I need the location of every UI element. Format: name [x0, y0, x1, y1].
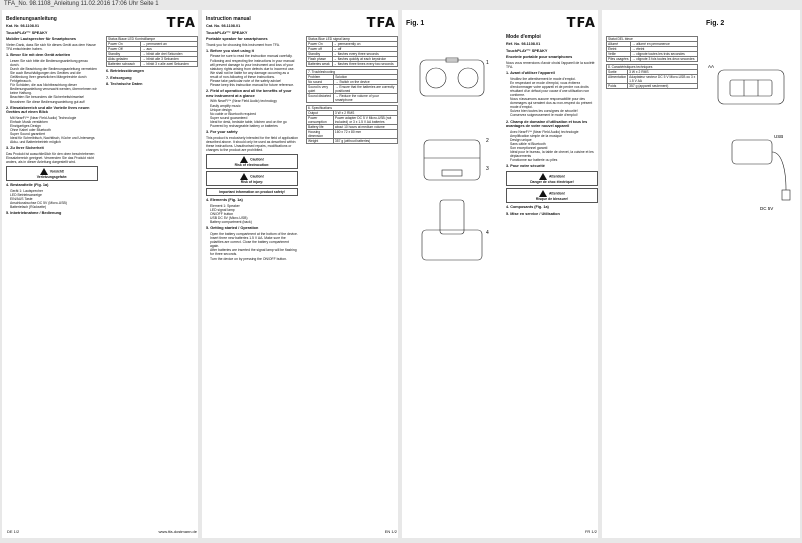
table-row	[307, 125, 398, 130]
intro-text: Vielen Dank, dass Sie sich für dieses Gerät aus dem Hause TFA entschieden haben.	[6, 42, 96, 51]
list-item: • Super sound guaranteed	[210, 116, 298, 120]
table-cell: Battery life	[307, 125, 334, 130]
table-cell: Sound is very quiet	[307, 85, 334, 94]
table-cell: Standby	[107, 52, 141, 57]
list-item: • Super Sound garantiert	[10, 132, 98, 136]
list-item: • Ohne Kabel oder Bluetooth	[10, 128, 98, 132]
section-heading: 3. Zu Ihrer Sicherheit	[6, 146, 44, 151]
figure-label: Fig. 1	[406, 20, 425, 27]
list-item: • We shall not be liable for any damage occurring as a result of non-following of these instructions.	[210, 71, 298, 79]
page-title: Instruction manual	[206, 16, 251, 22]
status-table	[106, 36, 198, 67]
warning-triangle-icon	[40, 168, 48, 175]
catalog-number: Kat. Nr. 98.1108.01	[6, 24, 40, 28]
figure-1-drawing	[402, 30, 502, 530]
list-item: • Battery compartment (back)	[210, 220, 298, 224]
table-cell: → blinkt alle 3 Sekunden	[141, 57, 198, 62]
sheet-fig2-french	[602, 10, 800, 538]
table-title: 6. Specifications	[307, 106, 398, 111]
list-item: • Amplification simple de la musique	[510, 134, 598, 138]
status-table	[606, 36, 698, 62]
figure-2-drawing	[702, 30, 800, 530]
warning-subtitle: Risque de blessure!	[535, 197, 569, 202]
table-cell: → blinkt 3 x alle zwei Sekunden	[141, 62, 198, 67]
list-item: • Avec NearFi™ (Near Field Audio) technologie	[510, 130, 598, 134]
subtitle: Mobiler Lautsprecher für Smartphones	[6, 37, 77, 42]
caution-box	[206, 154, 298, 169]
list-item: • Fonctionne sur batterie ou piles	[510, 158, 598, 162]
table-row	[307, 139, 398, 144]
table-cell: Power off	[307, 47, 333, 52]
table-cell: Adaptateur secteur DC 5 V Micro-USB ou 3 x 1.5 V AA	[628, 75, 698, 84]
list-item: • Open the battery compartment at the bottom of the device.	[210, 232, 298, 236]
list-item: • LED signal lamp	[210, 208, 298, 212]
table-cell: → Switch on the device	[334, 80, 398, 85]
page-number: EN 1/2	[384, 529, 397, 534]
warning-subtitle: Danger de choc électrique!	[530, 180, 574, 185]
list-item: • With NearFi™ (Near Field Audio) technology	[210, 99, 298, 103]
table-cell: Flash phase	[307, 57, 333, 62]
caution-box	[206, 171, 298, 186]
table-title: Status Blaue LED Kontrolllampe	[107, 37, 198, 42]
figure-label: Fig. 2	[706, 20, 725, 27]
table-row	[307, 62, 398, 67]
section-heading: 2. Einsatzbereich und alle Vorteile Ihres neuen Gerätes auf einen Blick	[6, 105, 90, 115]
table-cell: → aus	[141, 47, 198, 52]
section-heading: 5. Getting started / Operation	[206, 226, 259, 231]
list-item: • Gerät 1: Lautsprecher	[10, 189, 98, 193]
list-item: • Please keep this instruction manual for future reference.	[210, 83, 298, 87]
callout-aa: AA	[708, 64, 715, 69]
list-item: • Insert three new batteries 1.5 V AA. Make sure the polarities are correct. Close the battery compartment again.	[210, 236, 298, 248]
list-item: • Nous n'assumons aucune responsabilité pour des dommages qui seraient dus au non-respect du présent mode d'emploi.	[510, 97, 598, 109]
warning-triangle-icon	[539, 173, 547, 180]
table-cell: Housing dimension	[307, 130, 334, 139]
list-item: • Design unique	[510, 138, 598, 142]
list-item: • Suivez bien toutes les consignes de sécurité!	[510, 109, 598, 113]
page-en-2	[302, 10, 398, 538]
section-heading: 8. Technische Daten	[106, 82, 143, 87]
list-item: • After batteries are inserted the signal lamp will be flashing for three seconds.	[210, 248, 298, 256]
table-cell: 357 g (without batteries)	[333, 139, 397, 144]
table-title: Statut DEL bleue	[607, 37, 698, 42]
table-cell: → éteint	[631, 47, 698, 52]
warning-triangle-icon	[240, 156, 248, 163]
speaker-phone-drawing	[422, 200, 482, 260]
intro-text: Nous vous remercions d'avoir choisi l'appareil de la société TFA.	[506, 60, 595, 69]
table-cell: Power On	[107, 42, 141, 47]
table-cell: Power adapter DC 5 V Micro-USB (not included) or 3 x 1.5 V AA batteries	[333, 116, 397, 125]
warning-title: Vorsicht!	[49, 169, 65, 174]
table-cell: Akku geladen	[107, 57, 141, 62]
list-item: • Son exceptionnel garanti	[510, 146, 598, 150]
table-cell: Éteint	[607, 47, 631, 52]
list-item: • Element 1: Speaker	[210, 204, 298, 208]
list-item: • Ideal for desk, bedside table, kitchen and on the go	[210, 120, 298, 124]
list-item: • Please be sure to read the instruction manual carefully.	[210, 54, 298, 58]
table-cell: → flashes quickly at each keystroke	[332, 57, 397, 62]
page-title: Bedienungsanleitung	[6, 16, 57, 22]
speaker-back-drawing	[718, 70, 784, 104]
list-item: • Lesen Sie sich bitte die Bedienungsanleitung genau durch.	[10, 59, 98, 67]
list-item: • Durch die Beachtung der Bedienungsanleitung vermeiden Sie auch Beschädigungen des Gerätes und die Gefährdung Ihrer gesetzlichen Mängelrechte durch Fehlgebrauch.	[10, 67, 98, 83]
list-item: • Powered by rechargeable battery or batteries	[210, 124, 298, 128]
table-row	[307, 85, 398, 94]
section-heading: 3. Pour votre sécurité	[506, 164, 545, 169]
page-number: FR 1/2	[584, 529, 597, 534]
table-cell: Standby	[307, 52, 333, 57]
speaker-side-drawing	[424, 140, 480, 180]
list-item: • Akku- und Batteriebetrieb möglich	[10, 140, 98, 144]
table-cell: Power Off	[107, 47, 141, 52]
list-item: • Conservez soigneusement le mode d'emploi!	[510, 113, 598, 117]
table-cell: Weight	[307, 139, 334, 144]
column-header: Solution	[334, 75, 398, 80]
section-heading: 4. Composants (Fig. 1a)	[506, 205, 549, 210]
table-cell: 160 x 72 x 80 mm	[333, 130, 397, 139]
list-item: • Beachten Sie besonders die Sicherheitshinweise!	[10, 95, 98, 99]
list-item: • Unique design	[210, 108, 298, 112]
list-item: • Für Schäden, die aus Nichtbeachtung dieser Bedienungsanleitung verursacht werden, übernehmen wir keine Haftung.	[10, 83, 98, 95]
list-item: • Idéal pour le bureau, la table de chevet, la cuisine et les déplacements	[510, 150, 598, 158]
table-cell: Power On	[307, 42, 333, 47]
column-header: Problem	[307, 75, 334, 80]
warning-title: Attention!	[548, 174, 565, 179]
warning-triangle-icon	[539, 190, 547, 197]
table-cell: → flashes three times every two seconds	[332, 62, 397, 67]
speaker-front-drawing	[420, 58, 484, 96]
table-cell: 3 W x 2 RMS	[333, 111, 397, 116]
page-title: Mode d'emploi	[506, 34, 541, 40]
table-cell: No sound	[307, 80, 334, 85]
table-cell: 3 W x 2 RMS	[628, 70, 698, 75]
body-text: This product is exclusively intended for the field of application described above. It should only be used as described within these instructions. Unauthorised repairs, modifications or changes to the product are prohibited.	[206, 135, 298, 152]
product-name: TouchPLAY™ SPEAKY	[6, 30, 48, 35]
subtitle: Portable speaker for smartphones	[206, 37, 268, 42]
table-title: Status Blue LED signal lamp	[307, 37, 398, 42]
table-cell: → clignote 3 fois toutes les deux secondes	[631, 57, 698, 62]
list-item: • Einfach Musik verstärken	[10, 120, 98, 124]
table-cell: → Reduce the volume of your smartphone	[334, 94, 398, 103]
important-title: Important information on product safety!	[219, 190, 285, 195]
website: www.tfa-dostmann.de	[158, 529, 197, 534]
list-item: • Einzigartiges Design	[10, 124, 98, 128]
usb-cable-drawing	[732, 140, 790, 200]
section-heading: 1. Avant d'utiliser l'appareil	[506, 70, 555, 75]
body-text: Das Produkt ist ausschließlich für den oben beschriebenen Einsatzbereich geeignet. Verwenden Sie das Produkt nicht anders, als in dieser Anleitung dargestellt wird.	[6, 152, 95, 165]
section-heading: 4. Elements (Fig. 1a)	[206, 198, 243, 203]
section-heading: 4. Bestandteile (Fig. 1a)	[6, 183, 49, 188]
section-heading: 1. Bevor Sie mit dem Gerät arbeiten	[6, 52, 71, 57]
list-item: • Mit NearFi™ (Near Field Audio) Technologie	[10, 116, 98, 120]
callout-4: 4	[486, 230, 489, 236]
table-cell: Batterien schwach	[107, 62, 141, 67]
caution-subtitle: Risk of injury:	[240, 180, 264, 185]
tfa-logo: TFA	[366, 16, 396, 31]
catalog-number: Réf. No. 98.1108.01	[506, 42, 541, 46]
section-heading: 5. Mise en service / Utilisation	[506, 211, 560, 216]
table-row	[107, 62, 198, 67]
table-row	[307, 57, 398, 62]
specifications-table	[606, 64, 698, 89]
callout-3: 3	[486, 166, 489, 172]
list-item: • Batteriefach (Rückseite)	[10, 205, 98, 209]
table-cell: Batteries weak	[307, 62, 333, 67]
table-row	[607, 75, 698, 84]
catalog-number: Cat. No. 98.1108.01	[206, 24, 241, 28]
table-cell: → blinkt alle drei Sekunden	[141, 52, 198, 57]
product-name: TouchPLAY™ SPEAKY	[506, 48, 548, 53]
intro-text: Thank you for choosing this instrument from TFA.	[206, 42, 280, 47]
table-cell: → Ensure that the batteries are correctly positioned	[334, 85, 398, 94]
section-heading: 6. Betriebsstörungen	[106, 69, 144, 73]
list-item: • Bewahren Sie diese Bedienungsanleitung gut auf!	[10, 100, 98, 104]
warning-box	[506, 188, 598, 203]
page-number: DE 1/2	[7, 529, 20, 534]
list-item: • Veuillez lire attentivement le mode d'emploi.	[510, 77, 598, 81]
table-cell: Output	[307, 111, 334, 116]
table-title: 7. Troubleshooting	[307, 70, 398, 75]
caution-title: Caution!	[250, 174, 264, 179]
warning-subtitle: Verletzungsgefahr:	[36, 175, 68, 180]
section-heading: 7. Entsorgung	[106, 75, 132, 80]
warning-box	[506, 171, 598, 186]
sheet-fig1-french	[402, 10, 598, 538]
tfa-logo: TFA	[166, 16, 196, 31]
page-de-1	[2, 10, 102, 538]
table-row	[307, 116, 398, 125]
table-title: 8. Caractéristiques techniques	[607, 65, 698, 70]
table-cell: Sound distorted	[307, 94, 334, 103]
page-fr-2	[602, 10, 702, 538]
table-cell: 357 g (appareil seulement)	[628, 84, 698, 89]
list-item: • USB DC 5V (Micro-USB)	[210, 216, 298, 220]
warning-box	[6, 166, 98, 181]
status-table	[306, 36, 398, 67]
warning-triangle-icon	[240, 173, 248, 180]
table-cell: → flashes every three seconds	[332, 52, 397, 57]
sheet-english	[202, 10, 398, 538]
list-item: • EIN/AUS Taste	[10, 197, 98, 201]
table-cell: → permanently on	[332, 42, 397, 47]
table-cell: Piles usagées	[607, 57, 631, 62]
table-cell: → permanent an	[141, 42, 198, 47]
table-cell: Power consumption	[307, 116, 334, 125]
list-item: • LED Betriebsanzeige	[10, 193, 98, 197]
tfa-logo: TFA	[566, 16, 596, 31]
list-item: • Easily amplify music	[210, 104, 298, 108]
caution-subtitle: Risk of electrocution:	[234, 163, 270, 168]
table-cell: about 10 hours at medium volume	[333, 125, 397, 130]
callout-dc: DC 5V	[760, 206, 774, 211]
list-item: • En respectant ce mode d'emploi, vous éviterez d'endommager votre appareil et de perdre vos droits résultant d'un défaut pour cause d'une utilisation non conforme.	[510, 81, 598, 97]
list-item: • No cable or Bluetooth required	[210, 112, 298, 116]
callout-usb: USB	[774, 134, 784, 139]
product-name: TouchPLAY™ SPEAKY	[206, 30, 248, 35]
table-cell: Allumé	[607, 42, 631, 47]
table-cell: → clignote toutes les trois secondes	[631, 52, 698, 57]
list-item: • Please take particular note of the safety advice!	[210, 79, 298, 83]
section-heading: 2. Champ de domaine d'utilisation et tous les avantages de votre nouvel appareil	[506, 119, 588, 129]
troubleshooting-table	[306, 69, 398, 103]
caution-title: Caution!	[250, 157, 264, 162]
table-cell: → allumé en permanence	[631, 42, 698, 47]
table-cell: Alimentation	[607, 75, 628, 84]
list-item: • Sans câble ni Bluetooth	[510, 142, 598, 146]
table-cell: Sortie	[607, 70, 628, 75]
section-heading: 2. Field of operation and all the benefits of your new instrument at a glance	[206, 89, 292, 98]
important-box	[206, 188, 298, 196]
table-row	[607, 84, 698, 89]
list-item: • ON/OFF button	[210, 212, 298, 216]
table-row	[307, 94, 398, 103]
list-item: • Following and respecting the instructions in your manual will prevent damage to your instrument and loss of your statutory rights arising from defects due to incorrect use.	[210, 59, 298, 71]
table-cell: Veille	[607, 52, 631, 57]
page-en-1	[202, 10, 302, 538]
section-heading: 3. For your safety	[206, 130, 238, 135]
callout-2: 2	[486, 138, 489, 144]
section-heading: 1. Before you start using it	[206, 48, 254, 53]
table-cell: Poids	[607, 84, 628, 89]
callout-1: 1	[486, 60, 489, 66]
list-item: • Anschlussbuchse DC 5V (Micro-USB)	[10, 201, 98, 205]
page-fig2	[702, 10, 800, 538]
warning-title: Attention!	[548, 191, 565, 196]
list-item: • Ideal für Schreibtisch, Nachttisch, Küche und Unterwegs	[10, 136, 98, 140]
page-fig1	[402, 10, 502, 538]
section-heading: 5. Inbetriebnahme / Bedienung	[6, 211, 62, 216]
table-row	[607, 57, 698, 62]
table-row	[307, 130, 398, 139]
sheet-german	[2, 10, 198, 538]
page-fr-1	[502, 10, 598, 538]
list-item: • Turn the device on by pressing the ON/OFF button.	[210, 257, 298, 261]
page-de-2	[102, 10, 198, 538]
table-cell: → off	[332, 47, 397, 52]
subtitle: Enceinte portable pour smartphones	[506, 55, 573, 60]
print-slug: TFA_No. 98.1108_Anleitung 11.02.2016 17:06 Uhr Seite 1	[4, 1, 159, 7]
specifications-table	[306, 105, 398, 144]
